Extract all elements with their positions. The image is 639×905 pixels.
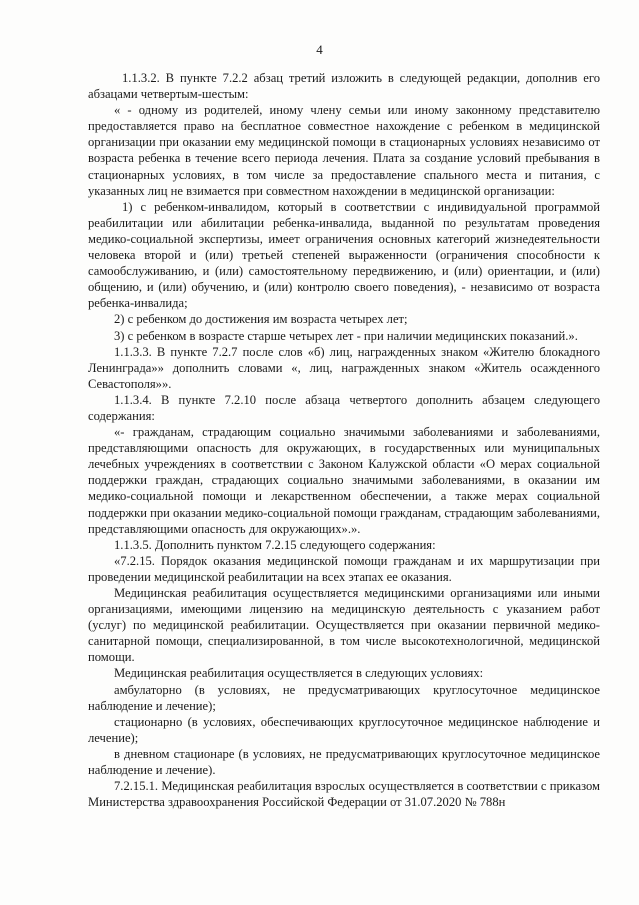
paragraph: 1.1.3.2. В пункте 7.2.2 абзац третий изложить в следующей редакции, дополнив его абзацами четвертым-шестым:: [88, 71, 600, 102]
paragraph: 1.1.3.3. В пункте 7.2.7 после слов «б) лиц, награжденных знаком «Жителю блокадного Ленинграда»» дополнить словами «, лиц, награжденных знаком «Житель осажденного Севастополя»».: [88, 344, 600, 391]
paragraph: « - одному из родителей, иному члену семьи или иному законному представителю предоставляется право на бесплатное совместное нахождение с ребенком в медицинской организации при оказании ему медицинской помощи в стационарных условиях независимо от возраста ребенка в течение всего периода лечения. Плата за создание условий пребывания в стационарных условиях, в том числе за предоставление спального места и питания, с указанных лиц не взимается при совместном нахождении в медицинской организации:: [88, 103, 600, 198]
paragraph: 3) с ребенком в возрасте старше четырех лет - при наличии медицинских показаний.».: [114, 328, 578, 343]
paragraph: 1) с ребенком-инвалидом, который в соответствии с индивидуальной программой реабилитации или абилитации ребенка-инвалида, выданной по результатам проведения медико-социальной экспертизы, имеет ограничения основных категорий жизнедеятельности человека второй и (или) третьей степеней выраженности (ограничения способности к самообслуживанию, и (или) самостоятельному передвижению, и (или) ориентации, и (или) общению, и (или) обучению, и (или) контролю своего поведения), - независимо от возраста ребенка-инвалида;: [88, 199, 600, 311]
paragraph: в дневном стационаре (в условиях, не предусматривающих круглосуточное медицинское наблюдение и лечение).: [88, 746, 600, 778]
paragraph: Медицинская реабилитация осуществляется медицинскими организациями или иными организациями, имеющими лицензию на медицинскую деятельность с указанием работ (услуг) по медицинской реабилитации. Осуществляется при оказании первичной медико-санитарной помощи, специализированной, в том числе высокотехнологичной, медицинской помощи.: [88, 586, 600, 665]
page-number: 4: [316, 42, 323, 57]
paragraph: «- гражданам, страдающим социально значимыми заболеваниями и заболеваниями, представляющими опасность для окружающих, в государственных или муниципальных лечебных учреждениях в соответствии с Законом Калужской области «О мерах социальной поддержки граждан, страдающих социально значимыми заболеваниями, в оказании им медико-социальной помощи и лекарственном обеспечении, а также мерах социальной поддержки при оказании медико-социальной помощи гражданам, страдающим заболеваниями, представляющими опасность для окружающих».».: [88, 425, 600, 536]
paragraph: 1.1.3.4. В пункте 7.2.10 после абзаца четвертого дополнить абзацем следующего содержания:: [88, 392, 600, 423]
paragraph: амбулаторно (в условиях, не предусматривающих круглосуточное медицинское наблюдение и лечение);: [88, 682, 600, 713]
paragraph: стационарно (в условиях, обеспечивающих круглосуточное медицинское наблюдение и лечение);: [88, 714, 600, 745]
paragraph: «7.2.15. Порядок оказания медицинской помощи гражданам и их маршрутизации при проведении медицинской реабилитации на всех этапах ее оказания.: [88, 553, 600, 584]
paragraph: 2) с ребенком до достижения им возраста четырех лет;: [114, 312, 408, 327]
paragraph: Медицинская реабилитация осуществляется в следующих условиях:: [114, 666, 484, 681]
document-body: [88, 70, 600, 810]
paragraph: 7.2.15.1. Медицинская реабилитация взрослых осуществляется в соответствии с приказом Министерства здравоохранения Российской Федерации от 31.07.2020 № 788н: [88, 779, 600, 810]
paragraph: 1.1.3.5. Дополнить пунктом 7.2.15 следующего содержания:: [114, 537, 436, 552]
